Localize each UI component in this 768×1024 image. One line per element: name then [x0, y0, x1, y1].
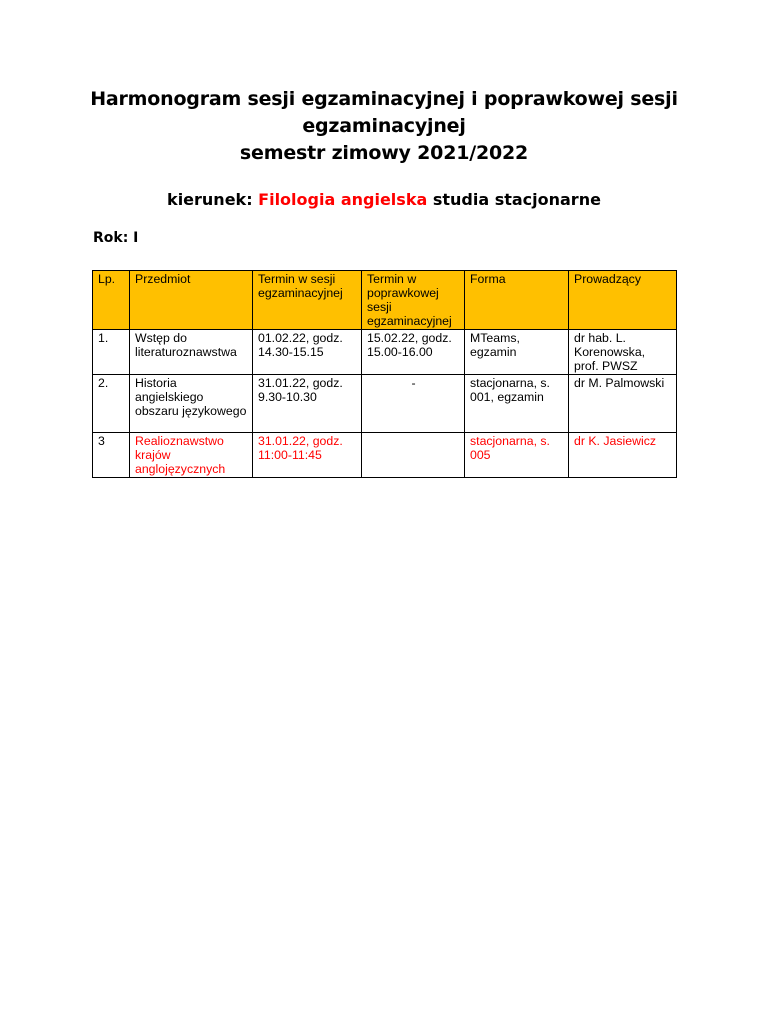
year-label: Rok: I [93, 230, 139, 246]
header-exam-session-date: Termin w sesji egzaminacyjnej [253, 271, 362, 330]
subtitle-prefix: kierunek: [167, 190, 259, 209]
cell-resit-date: 15.02.22, godz. 15.00-16.00 [362, 330, 465, 375]
table-row [93, 375, 677, 433]
cell-form: MTeams, egzamin [465, 330, 569, 375]
header-form: Forma [465, 271, 569, 330]
cell-lp: 1. [93, 330, 130, 375]
header-subject: Przedmiot [130, 271, 253, 330]
header-lp: Lp. [93, 271, 130, 330]
cell-exam-date: 31.01.22, godz. 9.30-10.30 [253, 375, 362, 433]
title-line-1: Harmonogram sesji egzaminacyjnej i poprawkowej sesji [90, 88, 678, 110]
table-row [93, 433, 677, 478]
cell-subject: Wstęp do literaturoznawstwa [130, 330, 253, 375]
document-title [90, 86, 678, 167]
field-of-study [90, 189, 678, 211]
cell-exam-date: 01.02.22, godz. 14.30-15.15 [253, 330, 362, 375]
header-resit-session-date: Termin w poprawkowej sesji egzaminacyjnej [362, 271, 465, 330]
header-lecturer: Prowadzący [569, 271, 677, 330]
cell-subject: Realioznawstwo krajów anglojęzycznych [130, 433, 253, 478]
cell-lp: 3 [93, 433, 130, 478]
cell-lecturer: dr hab. L. Korenowska, prof. PWSZ [569, 330, 677, 375]
table-row [93, 330, 677, 375]
cell-exam-date: 31.01.22, godz. 11:00-11:45 [253, 433, 362, 478]
cell-form: stacjonarna, s. 001, egzamin [465, 375, 569, 433]
subtitle-suffix: studia stacjonarne [427, 190, 601, 209]
field-name: Filologia angielska [258, 190, 428, 209]
exam-schedule-table [92, 270, 677, 478]
cell-lecturer: dr M. Palmowski [569, 375, 677, 433]
cell-resit-date [362, 433, 465, 478]
table-header-row [93, 271, 677, 330]
cell-lecturer: dr K. Jasiewicz [569, 433, 677, 478]
title-line-2: egzaminacyjnej [302, 115, 466, 137]
title-line-3: semestr zimowy 2021/2022 [239, 142, 529, 164]
cell-lp: 2. [93, 375, 130, 433]
cell-resit-date: - [362, 375, 465, 433]
cell-form: stacjonarna, s. 005 [465, 433, 569, 478]
cell-subject: Historia angielskiego obszaru językowego [130, 375, 253, 433]
